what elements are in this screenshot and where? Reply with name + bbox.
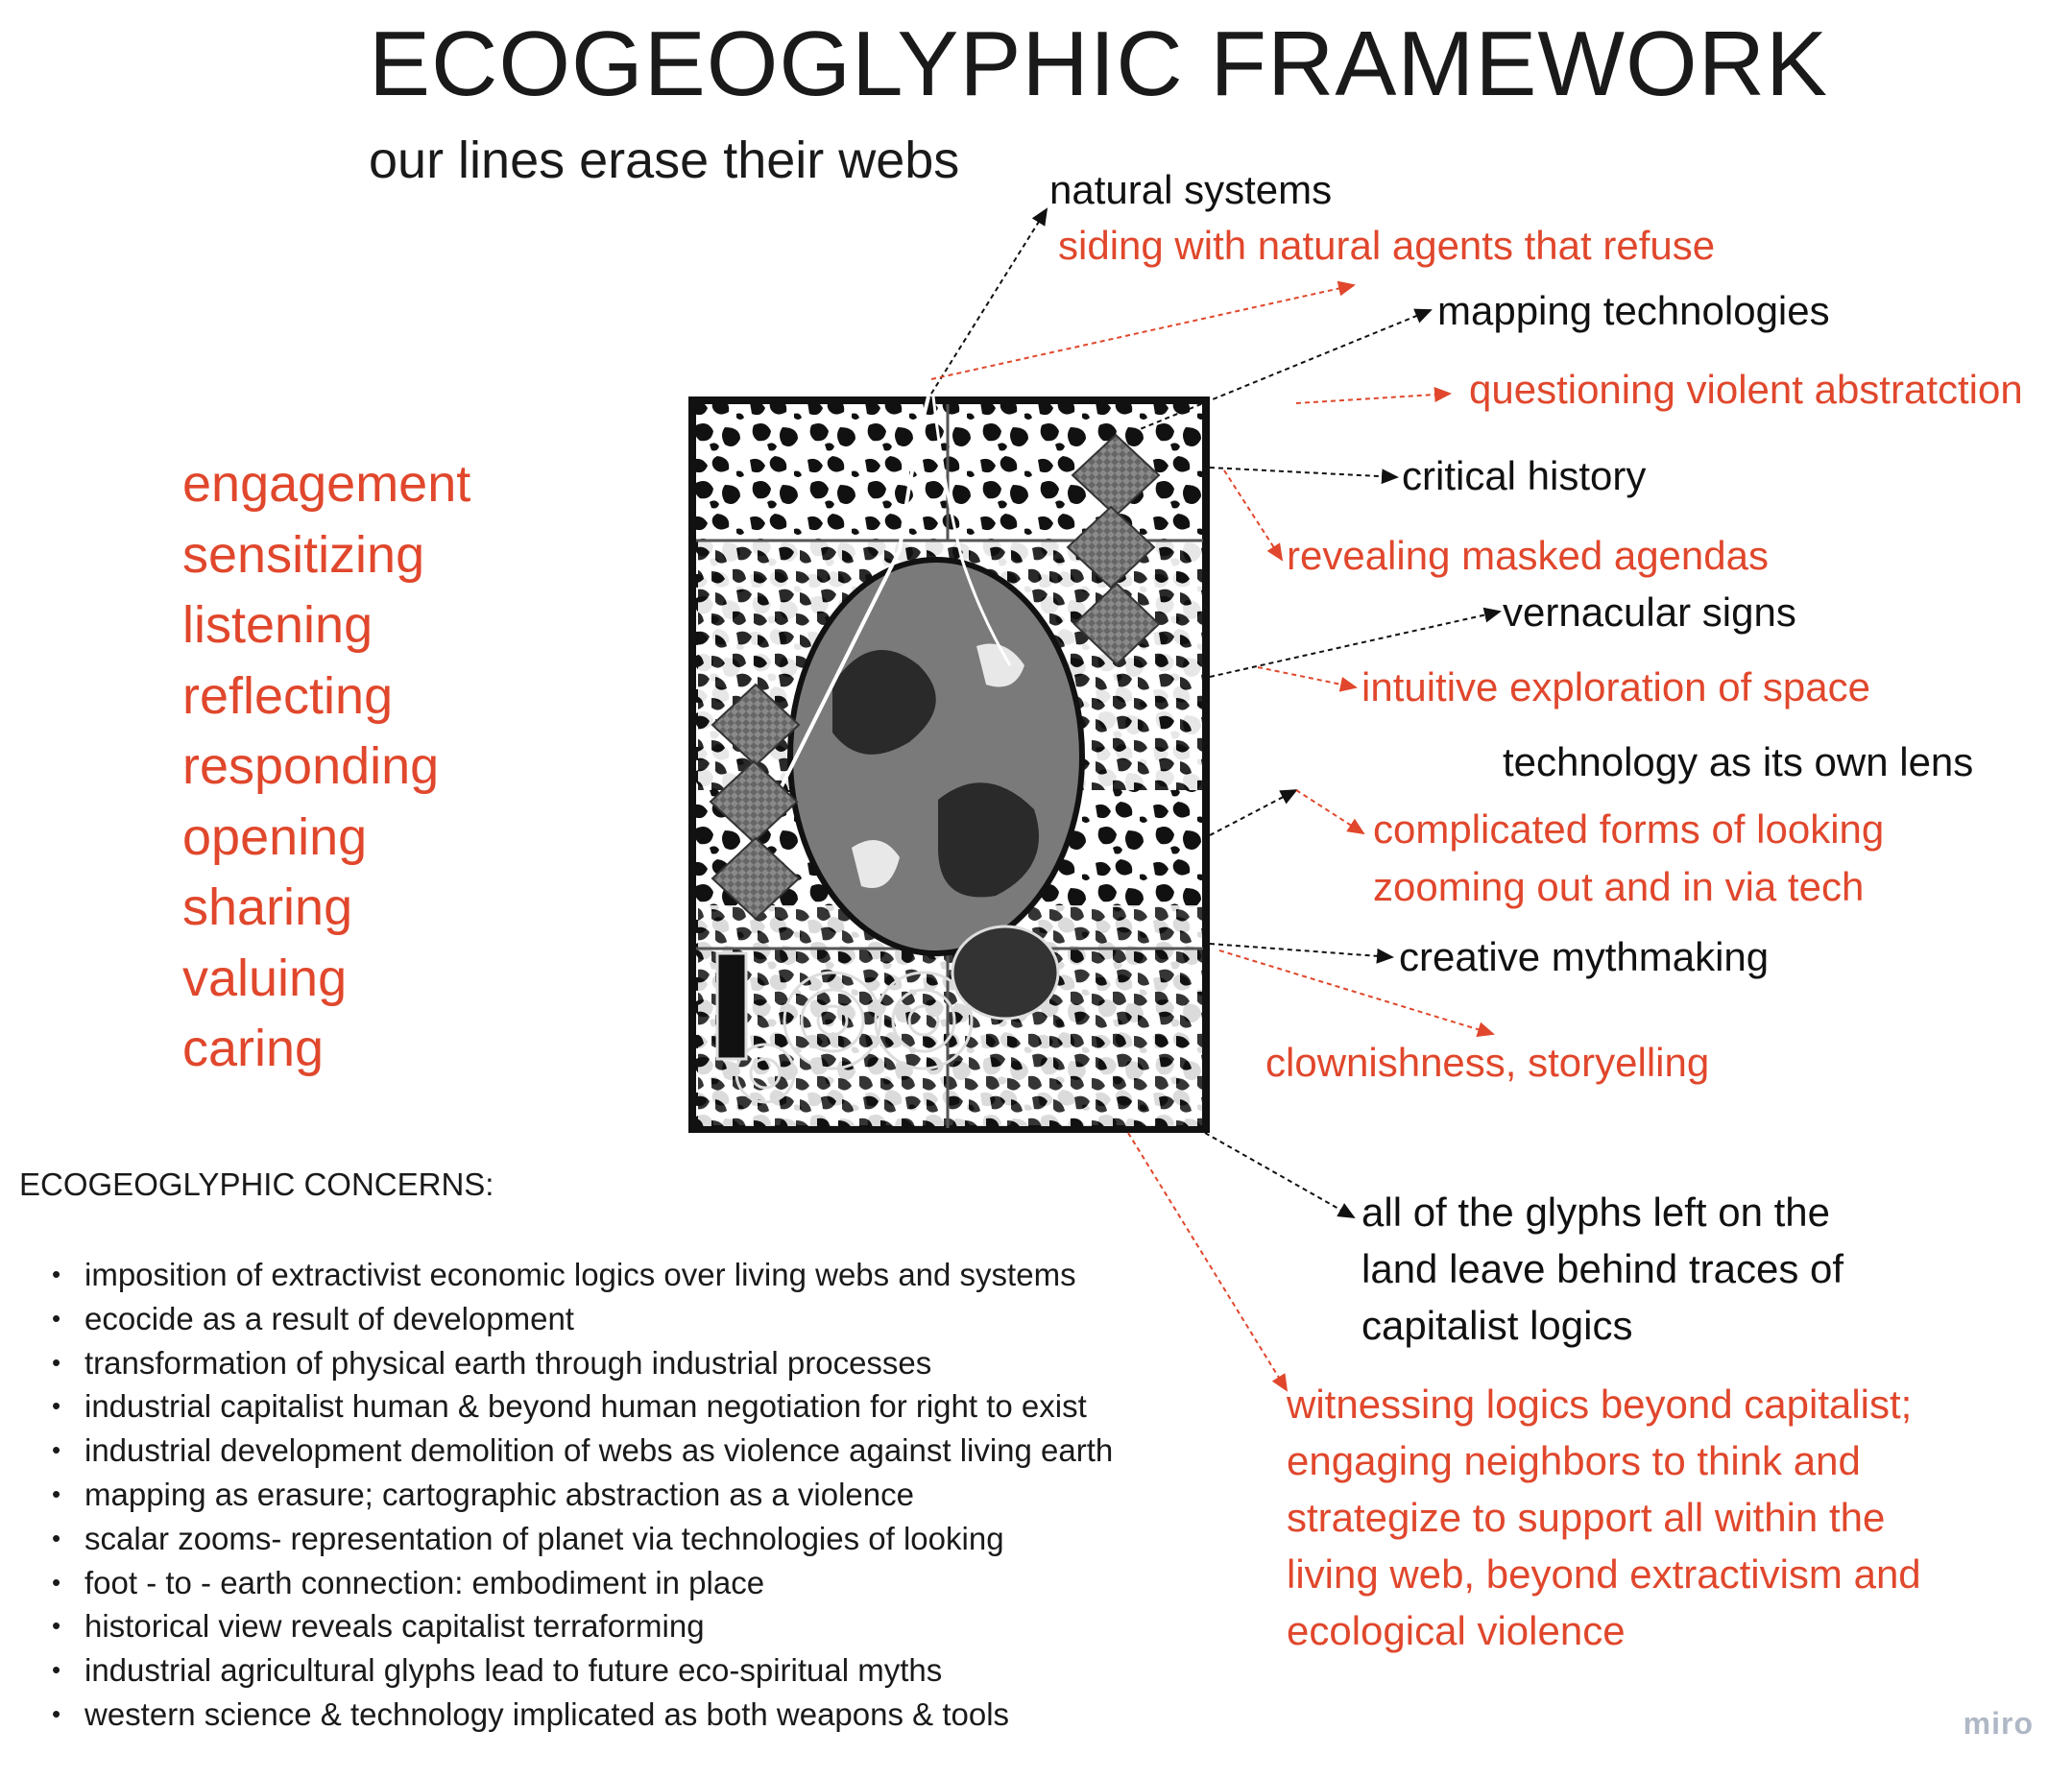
concern-text: transformation of physical earth through industrial processes [84,1344,932,1381]
label-questioning-abstraction: questioning violent abstratction [1469,367,2023,412]
verb-item: sharing [182,878,353,936]
concerns-list [48,1253,1113,1737]
label-natural-systems: natural systems [1049,167,1333,212]
bullet-icon: • [52,1347,61,1377]
verb-item: reflecting [182,666,394,725]
concern-item [48,1473,1113,1517]
label-zooming: zooming out and in via tech [1373,864,1865,909]
label-creative-mythmaking: creative mythmaking [1399,934,1770,979]
label-siding-natural-agents: siding with natural agents that refuse [1058,223,1716,268]
label-revealing-agendas: revealing masked agendas [1287,533,1769,578]
label-witnessing: witnessing logics beyond capitalist; engaging neighbors to think and strategize to support all within the living web, beyond extractivism and ecological violence [1287,1382,1921,1653]
concerns-heading: ECOGEOGLYPHIC CONCERNS: [19,1166,494,1202]
bullet-icon: • [52,1567,61,1597]
concern-item [48,1648,1113,1693]
verb-item: caring [182,1020,325,1077]
concern-text: imposition of extractivist economic logics over living webs and systems [84,1257,1076,1292]
label-clownishness: clownishness, storyelling [1265,1040,1710,1085]
bullet-icon: • [52,1260,61,1288]
bullet-icon: • [52,1435,61,1465]
concern-text: mapping as erasure; cartographic abstraction as a violence [84,1476,914,1512]
concern-item [48,1253,1113,1297]
bullet-icon: • [52,1698,61,1728]
concern-item [48,1693,1113,1737]
concern-item [48,1341,1113,1385]
bullet-icon: • [52,1303,61,1333]
concern-text: industrial development demolition of webs as violence against living earth [84,1432,1114,1469]
bullet-icon: • [52,1391,61,1421]
label-mapping-technologies: mapping technologies [1437,288,1830,333]
bullet-icon: • [52,1523,61,1552]
concern-text: ecocide as a result of development [84,1300,574,1336]
concern-text: historical view reveals capitalist terraforming [84,1608,705,1645]
verb-item: engagement [182,455,471,513]
concern-text: industrial agricultural glyphs lead to future eco-spiritual myths [84,1652,943,1689]
concern-text: scalar zooms- representation of planet via technologies of looking [84,1520,1004,1556]
page-subtitle: our lines erase their webs [369,132,960,189]
label-technology-lens: technology as its own lens [1503,739,1974,784]
concern-item [48,1604,1113,1648]
bullet-icon: • [52,1655,61,1685]
concern-item [48,1429,1113,1473]
label-critical-history: critical history [1402,453,1647,498]
label-glyphs-left: all of the glyphs left on the land leave behind traces of capitalist logics [1361,1190,1844,1348]
verb-item: valuing [182,949,348,1007]
verb-item: sensitizing [182,525,425,584]
concern-text: foot - to - earth connection: embodiment in place [84,1564,765,1600]
label-complicated-looking: complicated forms of looking [1373,806,1885,852]
concern-text: western science & technology implicated as both weapons & tools [84,1695,1010,1732]
verb-item: responding [182,737,440,795]
concern-item [48,1561,1113,1605]
verb-item: listening [182,596,373,654]
bullet-icon: • [52,1611,61,1641]
concern-item [48,1517,1113,1561]
label-vernacular-signs: vernacular signs [1503,589,1796,635]
concern-text: industrial capitalist human & beyond human negotiation for right to exist [84,1388,1087,1425]
concern-item [48,1297,1113,1341]
bullet-icon: • [52,1478,61,1508]
page-title: ECOGEOGLYPHIC FRAMEWORK [369,12,1829,115]
verb-item: opening [182,807,368,866]
miro-watermark: miro [1963,1706,2034,1741]
concern-item [48,1384,1113,1429]
label-intuitive-exploration: intuitive exploration of space [1361,664,1870,709]
